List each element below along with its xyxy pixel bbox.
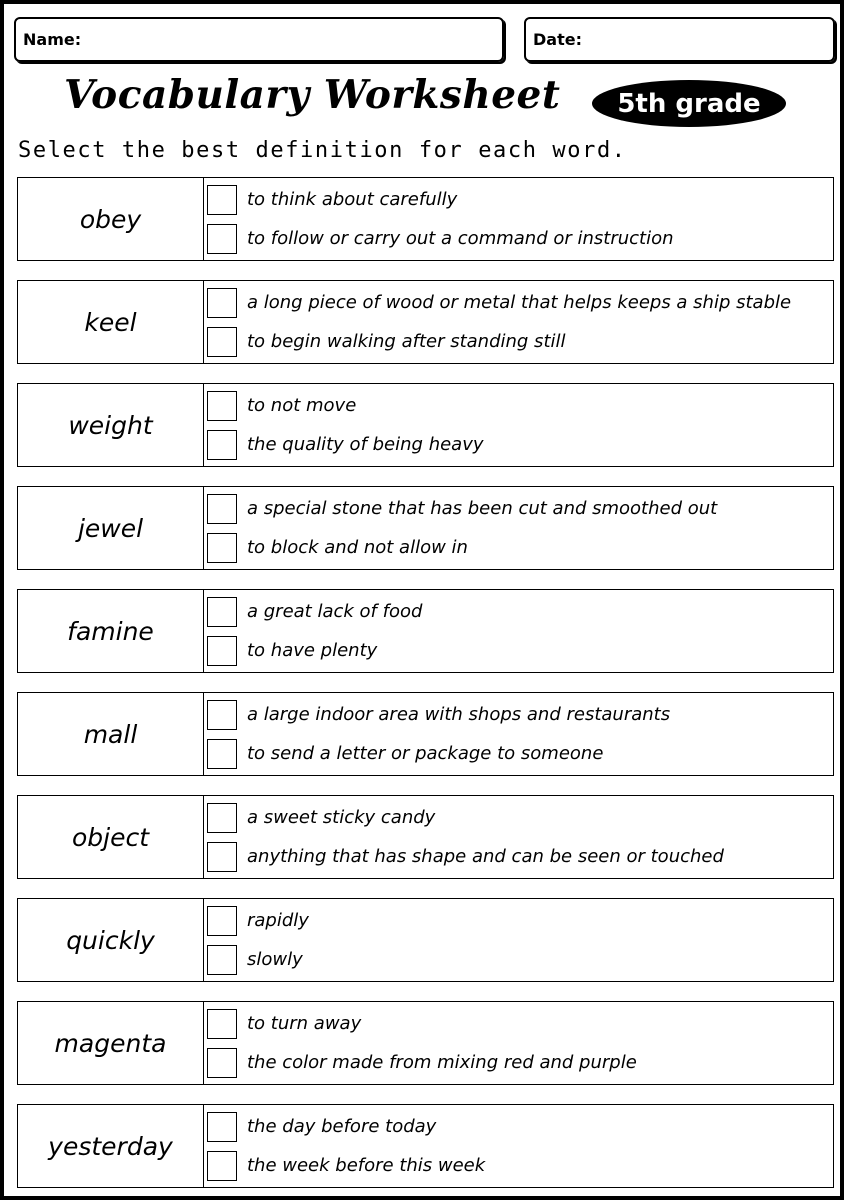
date-label: Date: (533, 30, 582, 49)
option-text: a long piece of wood or metal that helps keeps a ship stable (247, 292, 792, 313)
question-row (17, 1001, 834, 1085)
answer-checkbox[interactable] (207, 1151, 237, 1181)
answer-checkbox[interactable] (207, 636, 237, 666)
option-text: anything that has shape and can be seen or touched (247, 846, 724, 867)
question-row (17, 692, 834, 776)
answer-checkbox[interactable] (207, 533, 237, 563)
answer-checkbox[interactable] (207, 494, 237, 524)
option-text: a sweet sticky candy (247, 807, 436, 828)
vocab-word: object (18, 796, 204, 878)
answer-checkbox[interactable] (207, 430, 237, 460)
date-field[interactable] (524, 17, 835, 62)
question-row (17, 280, 834, 364)
answer-checkbox[interactable] (207, 842, 237, 872)
answer-checkbox[interactable] (207, 803, 237, 833)
answer-checkbox[interactable] (207, 391, 237, 421)
instructions: Select the best definition for each word. (18, 138, 627, 163)
vocab-word: jewel (18, 487, 204, 569)
vocab-word: obey (18, 178, 204, 260)
name-field[interactable] (14, 17, 504, 62)
vocab-word: mall (18, 693, 204, 775)
question-row (17, 795, 834, 879)
option-text: the week before this week (247, 1155, 486, 1176)
answer-checkbox[interactable] (207, 288, 237, 318)
option-text: slowly (247, 949, 303, 970)
vocab-word: quickly (18, 899, 204, 981)
vocab-word: yesterday (18, 1105, 204, 1187)
vocab-word: weight (18, 384, 204, 466)
name-label: Name: (23, 30, 82, 49)
option-text: to begin walking after standing still (247, 331, 566, 352)
vocab-word: magenta (18, 1002, 204, 1084)
option-text: to turn away (247, 1013, 362, 1034)
answer-checkbox[interactable] (207, 224, 237, 254)
option-text: a special stone that has been cut and smoothed out (247, 498, 718, 519)
option-text: the day before today (247, 1116, 437, 1137)
answer-checkbox[interactable] (207, 1009, 237, 1039)
question-row (17, 898, 834, 982)
answer-checkbox[interactable] (207, 185, 237, 215)
worksheet-title: Vocabulary Worksheet (64, 72, 561, 118)
option-text: a large indoor area with shops and restaurants (247, 704, 671, 725)
grade-badge: 5th grade (592, 80, 786, 127)
vocab-word: keel (18, 281, 204, 363)
option-text: to have plenty (247, 640, 378, 661)
option-text: to think about carefully (247, 189, 458, 210)
answer-checkbox[interactable] (207, 906, 237, 936)
option-text: to not move (247, 395, 357, 416)
option-text: the quality of being heavy (247, 434, 484, 455)
answer-checkbox[interactable] (207, 700, 237, 730)
answer-checkbox[interactable] (207, 739, 237, 769)
answer-checkbox[interactable] (207, 1112, 237, 1142)
question-row (17, 589, 834, 673)
question-row (17, 383, 834, 467)
vocab-word: famine (18, 590, 204, 672)
option-text: to follow or carry out a command or instruction (247, 228, 674, 249)
answer-checkbox[interactable] (207, 597, 237, 627)
answer-checkbox[interactable] (207, 1048, 237, 1078)
option-text: the color made from mixing red and purple (247, 1052, 637, 1073)
option-text: rapidly (247, 910, 309, 931)
question-row (17, 177, 834, 261)
option-text: to send a letter or package to someone (247, 743, 604, 764)
option-text: a great lack of food (247, 601, 423, 622)
question-row (17, 1104, 834, 1188)
question-row (17, 486, 834, 570)
option-text: to block and not allow in (247, 537, 468, 558)
answer-checkbox[interactable] (207, 945, 237, 975)
answer-checkbox[interactable] (207, 327, 237, 357)
